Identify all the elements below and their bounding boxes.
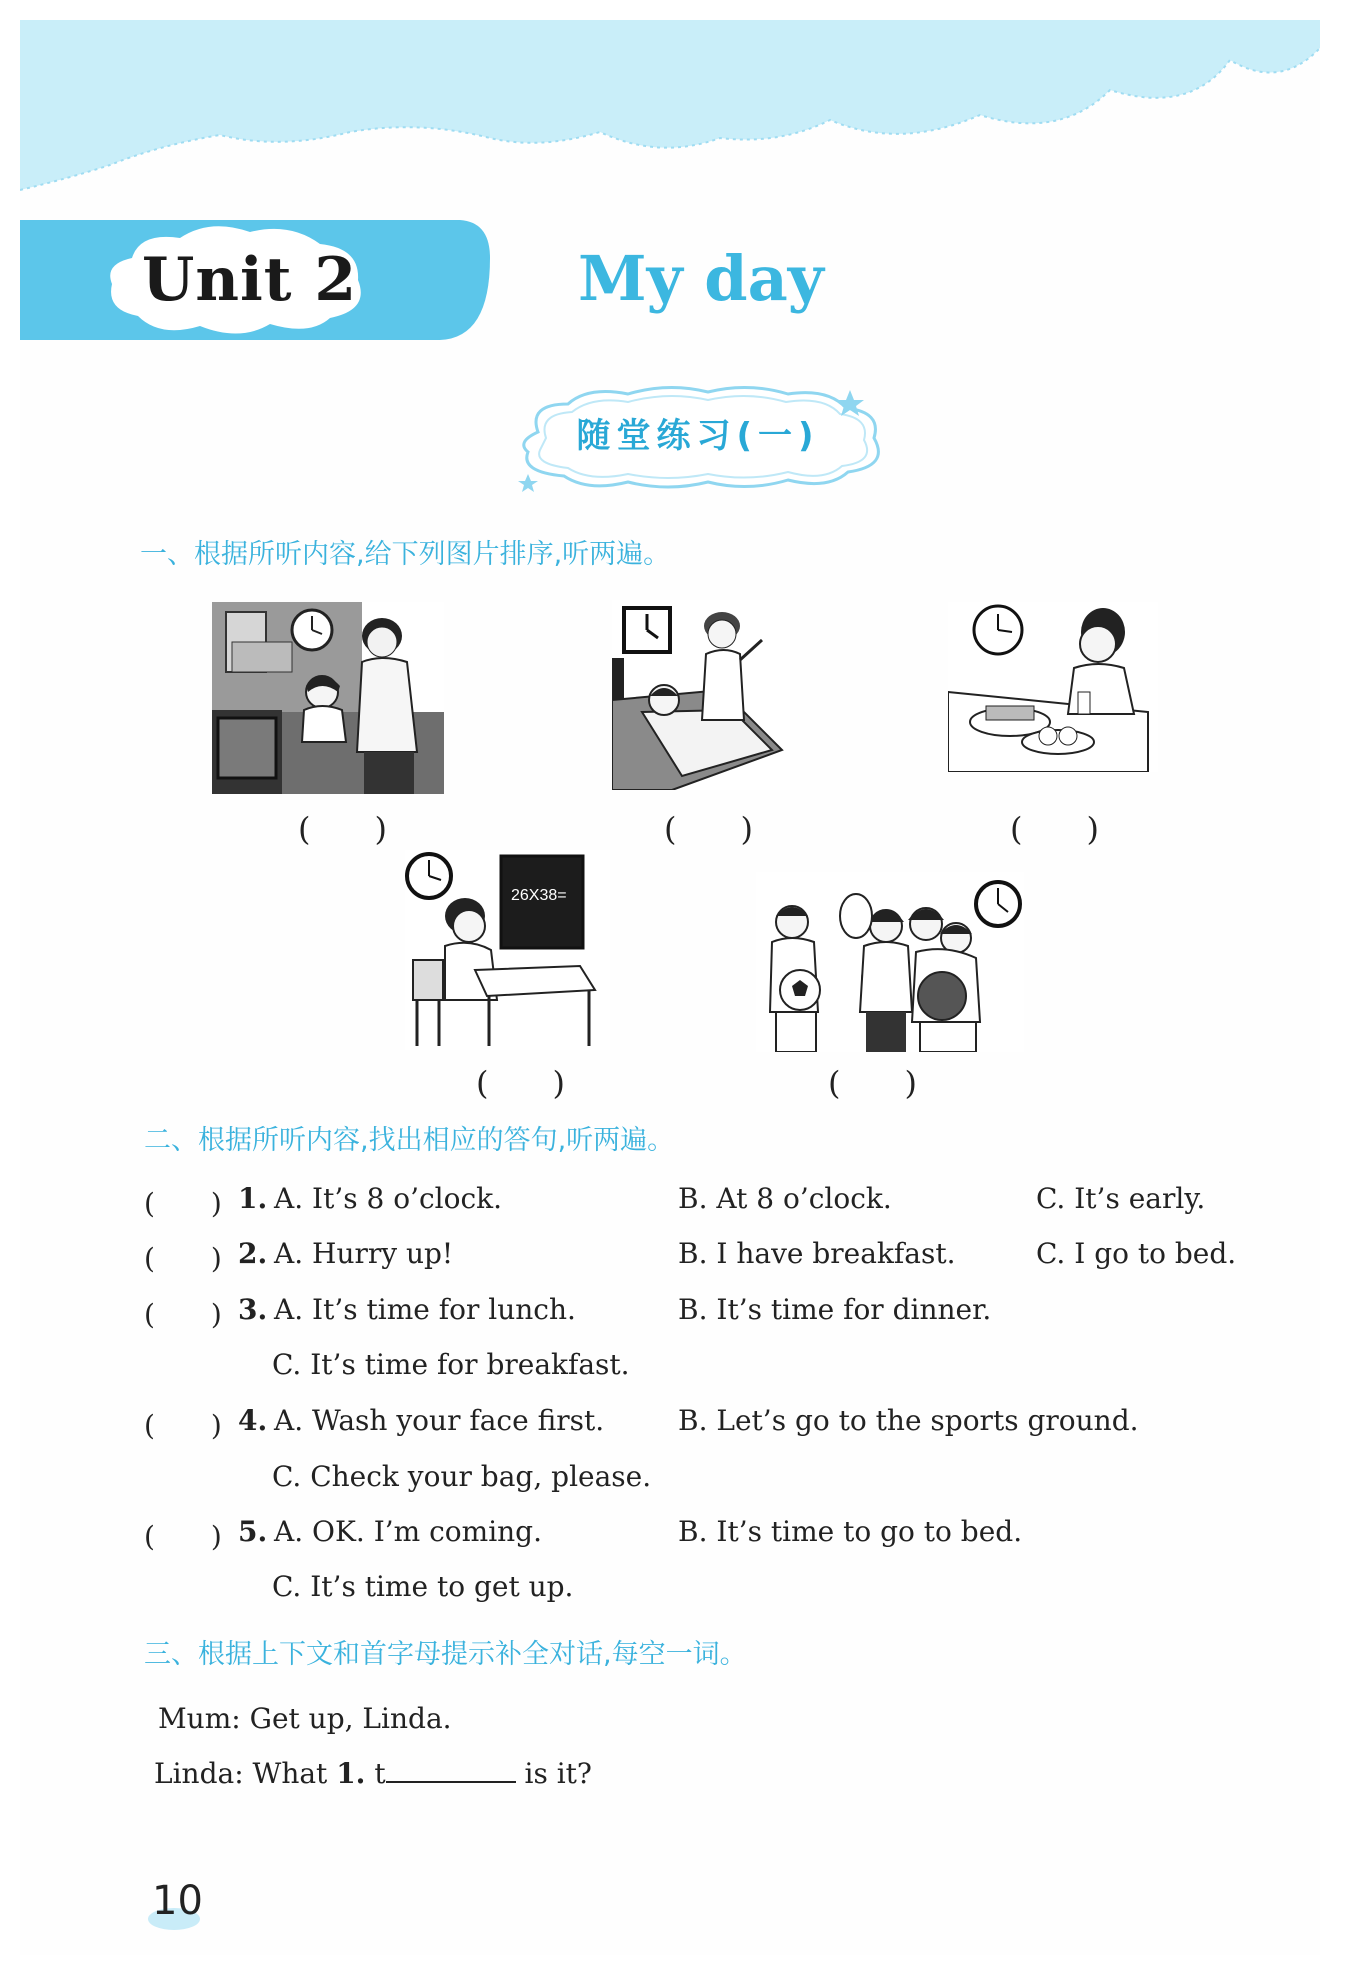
q2-number: 2.	[238, 1237, 268, 1270]
q2-option-c: C. I go to bed.	[1036, 1237, 1237, 1270]
q1-number: 1.	[238, 1182, 268, 1215]
picture-boy-waking-in-bed	[612, 600, 790, 790]
practice-label: 随堂练习(一)	[576, 416, 820, 456]
pic1-blank[interactable]: ( )	[298, 810, 387, 848]
unit-label: Unit 2	[142, 245, 358, 315]
pic5-blank[interactable]: ( )	[828, 1064, 917, 1102]
picture-mother-girl-computer	[212, 602, 444, 794]
q3-option-c: C. It’s time for breakfast.	[272, 1348, 630, 1381]
pic4-blank[interactable]: ( )	[476, 1064, 565, 1102]
q4-number: 4.	[238, 1404, 268, 1437]
section2-heading: 二、根据所听内容,找出相应的答句,听两遍。	[144, 1125, 675, 1156]
q5-option-b: B. It’s time to go to bed.	[678, 1515, 1023, 1548]
unit-title: My day	[578, 242, 824, 315]
q3-option-a: A. It’s time for lunch.	[274, 1293, 576, 1326]
q5-number: 5.	[238, 1515, 268, 1548]
pic3-blank[interactable]: ( )	[1010, 810, 1099, 848]
dialogue-line-2	[154, 1757, 592, 1790]
q2-option-b: B. I have breakfast.	[678, 1237, 956, 1270]
picture-girl-eating-breakfast	[948, 602, 1158, 772]
picture-children-with-balls	[756, 872, 1024, 1052]
q3-blank[interactable]: ( )	[144, 1298, 222, 1331]
q1-option-a: A. It’s 8 o’clock.	[274, 1182, 503, 1215]
q4-option-a: A. Wash your face first.	[274, 1404, 605, 1437]
q5-blank[interactable]: ( )	[144, 1520, 222, 1553]
q4-option-c: C. Check your bag, please.	[272, 1460, 652, 1493]
dialogue-fill-blank[interactable]	[386, 1757, 516, 1783]
q1-option-b: B. At 8 o’clock.	[678, 1182, 892, 1215]
section3-heading: 三、根据上下文和首字母提示补全对话,每空一词。	[144, 1639, 747, 1670]
page-number: 10	[152, 1878, 203, 1924]
cloud-sky-decoration	[20, 20, 1320, 220]
pic2-blank[interactable]: ( )	[664, 810, 753, 848]
q4-option-b: B. Let’s go to the sports ground.	[678, 1404, 1139, 1437]
dialogue-blank-letter: t	[365, 1757, 386, 1790]
section1-heading: 一、根据所听内容,给下列图片排序,听两遍。	[140, 539, 671, 570]
q2-blank[interactable]: ( )	[144, 1242, 222, 1275]
workbook-page	[20, 20, 1320, 1955]
q5-option-a: A. OK. I’m coming.	[274, 1515, 543, 1548]
q3-number: 3.	[238, 1293, 268, 1326]
picture-boy-at-desk-blackboard	[405, 850, 610, 1050]
q1-option-c: C. It’s early.	[1036, 1182, 1206, 1215]
q4-blank[interactable]: ( )	[144, 1409, 222, 1442]
dialogue-line-2-prefix: Linda: What	[154, 1757, 337, 1790]
q1-blank[interactable]: ( )	[144, 1187, 222, 1220]
dialogue-line-1: Mum: Get up, Linda.	[158, 1702, 452, 1735]
q2-option-a: A. Hurry up!	[274, 1237, 454, 1270]
dialogue-line-2-suffix: is it?	[515, 1757, 592, 1790]
blackboard-text: 26X38=	[511, 887, 567, 904]
q5-option-c: C. It’s time to get up.	[272, 1570, 574, 1603]
q3-option-b: B. It’s time for dinner.	[678, 1293, 992, 1326]
dialogue-blank-number: 1.	[336, 1757, 366, 1790]
